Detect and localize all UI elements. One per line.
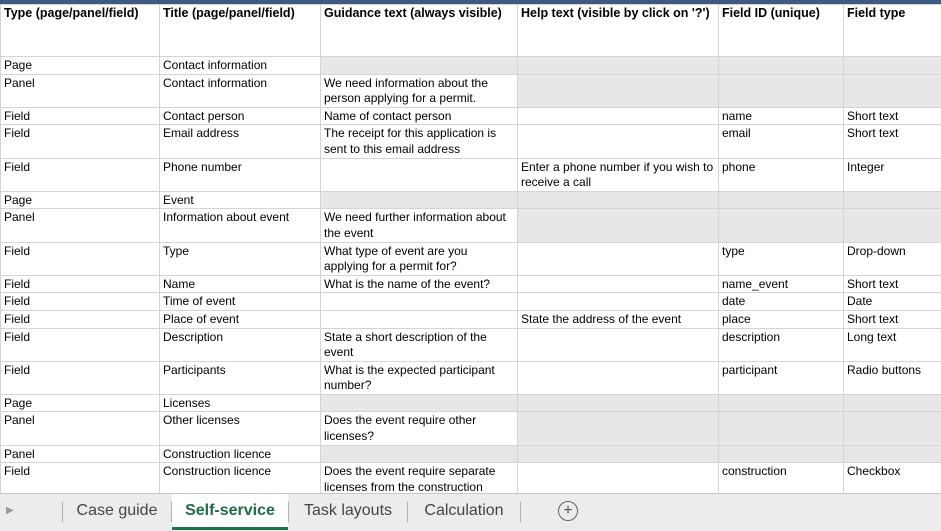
tab-separator (520, 502, 521, 522)
cell-id[interactable]: type (719, 242, 844, 275)
cell-type[interactable]: Panel (1, 412, 160, 445)
table-row (1, 275, 941, 293)
cell-type[interactable]: Page (1, 191, 160, 209)
cell-type[interactable]: Page (1, 394, 160, 412)
cell-title[interactable]: Phone number (160, 158, 321, 191)
cell-id[interactable] (719, 74, 844, 107)
cell-help[interactable] (518, 209, 719, 242)
column-header[interactable]: Field type (844, 5, 941, 57)
cell-type[interactable]: Field (1, 125, 160, 158)
table-row (1, 158, 941, 191)
cell-title[interactable]: Construction licence (160, 463, 321, 493)
header-row (1, 5, 941, 57)
cell-ftype[interactable]: Radio buttons (844, 361, 941, 394)
cell-title[interactable]: Contact information (160, 57, 321, 75)
cell-type[interactable]: Field (1, 242, 160, 275)
cell-help[interactable] (518, 57, 719, 75)
cell-id[interactable]: name_event (719, 275, 844, 293)
column-header[interactable]: Type (page/panel/field) (1, 5, 160, 57)
table-row (1, 107, 941, 125)
cell-id[interactable]: phone (719, 158, 844, 191)
cell-ftype[interactable]: Short text (844, 125, 941, 158)
column-header[interactable]: Field ID (unique) (719, 5, 844, 57)
cell-id[interactable]: construction (719, 463, 844, 493)
cell-id[interactable]: name (719, 107, 844, 125)
cell-guidance[interactable] (321, 394, 518, 412)
cell-guidance[interactable]: What is the name of the event? (321, 275, 518, 293)
cell-ftype[interactable]: Short text (844, 310, 941, 328)
cell-ftype[interactable]: Checkbox (844, 463, 941, 493)
cell-guidance[interactable]: The receipt for this application is sent to this email address (321, 125, 518, 158)
cell-help[interactable] (518, 191, 719, 209)
tab-task-layouts[interactable]: Task layouts (289, 494, 407, 527)
cell-title[interactable]: Email address (160, 125, 321, 158)
cell-id[interactable] (719, 191, 844, 209)
cell-id[interactable]: participant (719, 361, 844, 394)
cell-type[interactable]: Panel (1, 445, 160, 463)
cell-ftype[interactable]: Drop-down (844, 242, 941, 275)
cell-guidance[interactable]: State a short description of the event (321, 328, 518, 361)
cell-type[interactable]: Field (1, 158, 160, 191)
cell-help[interactable] (518, 125, 719, 158)
cell-id[interactable] (719, 412, 844, 445)
table-row (1, 191, 941, 209)
table-row (1, 394, 941, 412)
cell-help[interactable]: State the address of the event (518, 310, 719, 328)
cell-help[interactable] (518, 361, 719, 394)
cell-title[interactable]: Other licenses (160, 412, 321, 445)
add-sheet-icon[interactable]: + (558, 501, 578, 521)
cell-ftype[interactable]: Date (844, 293, 941, 311)
cell-help[interactable] (518, 74, 719, 107)
cell-type[interactable]: Field (1, 107, 160, 125)
cell-title[interactable]: Contact person (160, 107, 321, 125)
column-header[interactable]: Help text (visible by click on '?') (518, 5, 719, 57)
cell-guidance[interactable]: We need information about the person applying for a permit. (321, 74, 518, 107)
cell-guidance[interactable]: What is the expected participant number? (321, 361, 518, 394)
table-row (1, 310, 941, 328)
table-row (1, 293, 941, 311)
cell-type[interactable]: Page (1, 57, 160, 75)
cell-type[interactable]: Field (1, 361, 160, 394)
cell-ftype[interactable]: Integer (844, 158, 941, 191)
cell-title[interactable]: Contact information (160, 74, 321, 107)
cell-title[interactable]: Time of event (160, 293, 321, 311)
cell-title[interactable]: Licenses (160, 394, 321, 412)
cell-type[interactable]: Field (1, 463, 160, 493)
tab-calculation[interactable]: Calculation (408, 494, 520, 527)
cell-ftype[interactable]: Short text (844, 275, 941, 293)
table-row (1, 328, 941, 361)
cell-help[interactable] (518, 328, 719, 361)
cell-help[interactable] (518, 293, 719, 311)
cell-guidance[interactable] (321, 57, 518, 75)
column-header[interactable]: Title (page/panel/field) (160, 5, 321, 57)
cell-help[interactable] (518, 394, 719, 412)
cell-guidance[interactable] (321, 158, 518, 191)
cell-ftype[interactable] (844, 74, 941, 107)
cell-help[interactable] (518, 275, 719, 293)
cell-id[interactable]: email (719, 125, 844, 158)
cell-title[interactable]: Information about event (160, 209, 321, 242)
cell-guidance[interactable]: What type of event are you applying for a permit for? (321, 242, 518, 275)
table-row (1, 463, 941, 493)
table-row (1, 209, 941, 242)
cell-ftype[interactable] (844, 191, 941, 209)
cell-title[interactable]: Event (160, 191, 321, 209)
cell-help[interactable] (518, 242, 719, 275)
cell-id[interactable] (719, 394, 844, 412)
cell-type[interactable]: Field (1, 275, 160, 293)
cell-id[interactable] (719, 445, 844, 463)
sheet-table (0, 4, 941, 493)
column-header[interactable]: Guidance text (always visible) (321, 5, 518, 57)
cell-guidance[interactable] (321, 293, 518, 311)
cell-ftype[interactable] (844, 412, 941, 445)
cell-guidance[interactable]: We need further information about the event (321, 209, 518, 242)
cell-help[interactable] (518, 445, 719, 463)
cell-type[interactable]: Field (1, 328, 160, 361)
cell-help[interactable] (518, 463, 719, 493)
spreadsheet-grid[interactable] (0, 4, 941, 493)
cell-title[interactable]: Description (160, 328, 321, 361)
tab-scroll-left-icon[interactable]: ▶ (6, 505, 14, 516)
cell-id[interactable] (719, 209, 844, 242)
cell-ftype[interactable] (844, 445, 941, 463)
cell-id[interactable]: place (719, 310, 844, 328)
cell-guidance[interactable] (321, 445, 518, 463)
cell-help[interactable] (518, 412, 719, 445)
tab-case-guide[interactable]: Case guide (63, 494, 171, 527)
cell-id[interactable]: description (719, 328, 844, 361)
cell-type[interactable]: Panel (1, 74, 160, 107)
cell-ftype[interactable] (844, 209, 941, 242)
cell-ftype[interactable]: Short text (844, 107, 941, 125)
cell-ftype[interactable] (844, 57, 941, 75)
cell-ftype[interactable] (844, 394, 941, 412)
cell-title[interactable]: Participants (160, 361, 321, 394)
cell-guidance[interactable] (321, 191, 518, 209)
cell-title[interactable]: Construction licence (160, 445, 321, 463)
table-row (1, 361, 941, 394)
cell-ftype[interactable]: Long text (844, 328, 941, 361)
table-row (1, 74, 941, 107)
cell-type[interactable]: Panel (1, 209, 160, 242)
table-row (1, 242, 941, 275)
cell-title[interactable]: Type (160, 242, 321, 275)
cell-type[interactable]: Field (1, 310, 160, 328)
cell-id[interactable]: date (719, 293, 844, 311)
table-row (1, 57, 941, 75)
cell-help[interactable]: Enter a phone number if you wish to receive a call (518, 158, 719, 191)
cell-guidance[interactable]: Name of contact person (321, 107, 518, 125)
cell-guidance[interactable]: Does the event require separate licenses from the construction (321, 463, 518, 493)
sheet-tab-bar (0, 493, 941, 531)
tab-self-service[interactable]: Self-service (172, 494, 288, 530)
cell-id[interactable] (719, 57, 844, 75)
table-row (1, 445, 941, 463)
cell-type[interactable]: Field (1, 293, 160, 311)
cell-title[interactable]: Name (160, 275, 321, 293)
cell-guidance[interactable] (321, 310, 518, 328)
cell-guidance[interactable]: Does the event require other licenses? (321, 412, 518, 445)
table-row (1, 125, 941, 158)
table-row (1, 412, 941, 445)
cell-title[interactable]: Place of event (160, 310, 321, 328)
cell-help[interactable] (518, 107, 719, 125)
